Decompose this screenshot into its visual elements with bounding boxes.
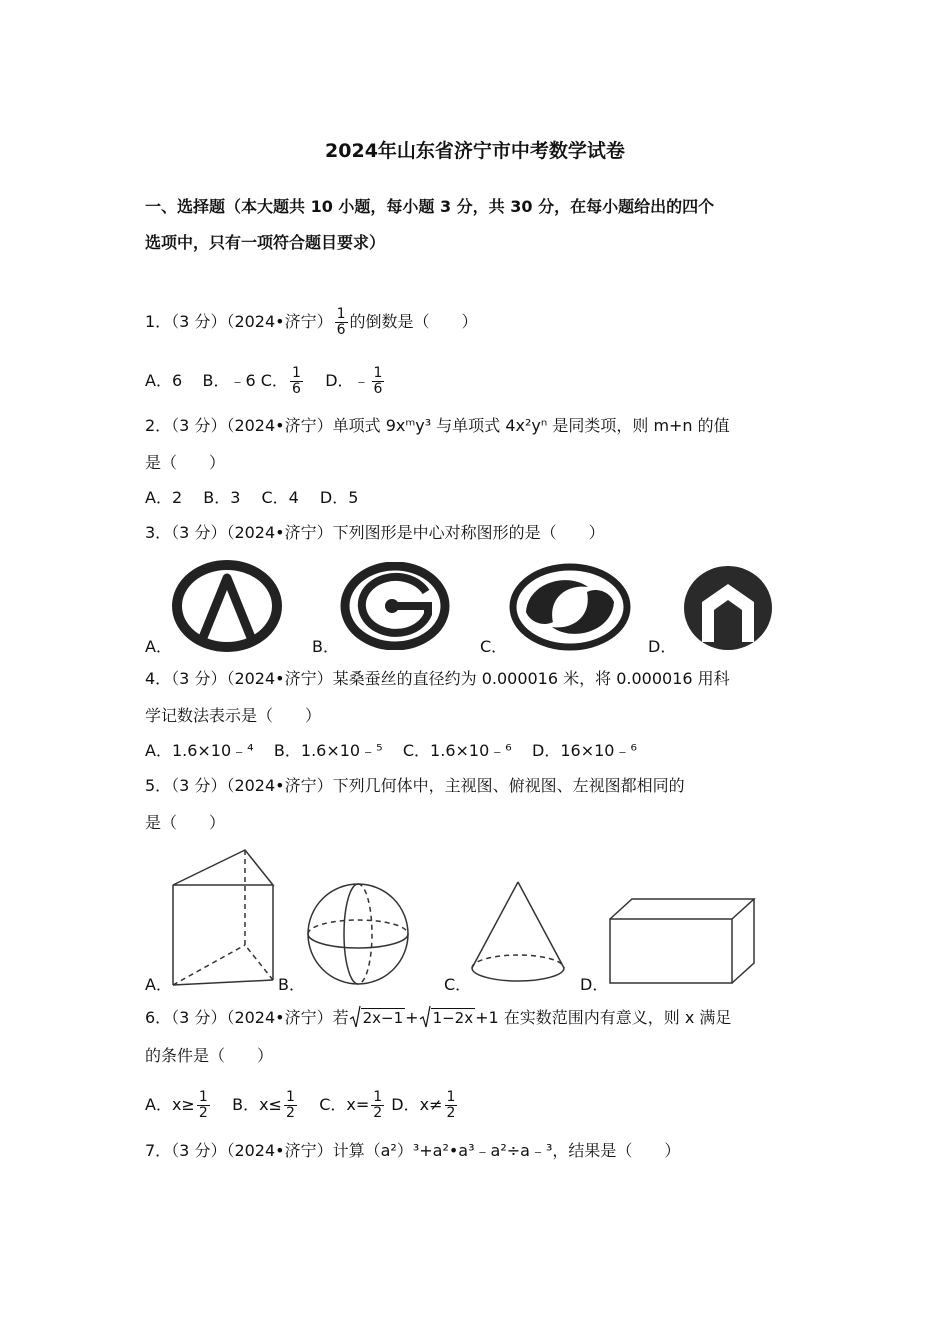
q4-options xyxy=(145,740,637,762)
q1-option-d: D．﹣ xyxy=(325,371,370,390)
q1-option-c: C． xyxy=(260,371,288,390)
q4-line2: 学记数法表示是（ ） xyxy=(145,706,322,725)
q6-suffix: +1 在实数范围内有意义，则 x 满足 xyxy=(475,1008,732,1027)
page-title: 2024年山东省济宁市中考数学试卷 xyxy=(325,140,625,162)
q5-figure-b-sphere xyxy=(302,878,414,990)
q3-line1: 3．（3 分）（2024•济宁）下列图形是中心对称图形的是（ ） xyxy=(145,523,605,542)
q4-option-b: B．1.6×10﹣⁵ xyxy=(273,741,383,760)
q6-options: A．x≥ $\frac{1}{2}$ B．x≤ $\frac{1}{2}$ C．x= $\frac{1}{2}$ D．x≠ $\frac{1}{2}$ xyxy=(145,1089,456,1121)
q7-line1: 7．（3 分）（2024•济宁）计算（a²）³+a²•a³﹣a²÷a﹣³，结果是（ ） xyxy=(145,1141,681,1160)
q5-option-b: B． xyxy=(278,975,305,994)
q1-suffix: 的倒数是（ ） xyxy=(349,312,478,331)
section-heading-line2: 选项中，只有一项符合题目要求） xyxy=(145,233,386,252)
q1-prefix: 1．（3 分）（2024•济宁） xyxy=(145,312,333,331)
q6-radical-1: 2x−1 xyxy=(349,1007,406,1029)
q2-line1: 2．（3 分）（2024•济宁）单项式 9xᵐy³ 与单项式 4x²yⁿ 是同类项，则 m+n 的值 xyxy=(145,416,730,435)
q6-radical-2: 1−2x xyxy=(419,1007,476,1029)
q3-figure-a-logo xyxy=(170,560,285,652)
question-6: 6．（3 分）（2024•济宁）若 2x−1 + 1−2x +1 在实数范围内有意义，则 x 满足 xyxy=(145,1008,732,1027)
q3-figure-c-logo xyxy=(508,562,633,652)
question-1 xyxy=(145,307,478,338)
q6-prefix: 6．（3 分）（2024•济宁）若 xyxy=(145,1008,349,1027)
q1-option-b: B．﹣6 xyxy=(202,371,256,390)
q6-option-d: D．x≠ xyxy=(391,1095,443,1114)
q5-line2: 是（ ） xyxy=(145,813,226,832)
q2-options: A．2 B．3 C．4 D．5 xyxy=(145,488,359,507)
q3-option-a: A． xyxy=(145,637,172,656)
q4-option-a: A．1.6×10﹣⁴ xyxy=(145,741,254,760)
q3-option-d: D． xyxy=(648,637,677,656)
q4-option-d: D．16×10﹣⁶ xyxy=(532,741,637,760)
q1-fraction: $\frac{1}{6}$ xyxy=(336,306,346,338)
q3-option-c: C． xyxy=(480,637,508,656)
q4-line1: 4．（3 分）（2024•济宁）某桑蚕丝的直径约为 0.000016 米，将 0.000016 用科 xyxy=(145,669,730,688)
q6-line2: 的条件是（ ） xyxy=(145,1046,274,1065)
q5-option-a: A． xyxy=(145,975,172,994)
section-heading-line1: 一、选择题（本大题共 10 小题，每小题 3 分，共 30 分，在每小题给出的四个 xyxy=(145,197,715,216)
q3-option-b: B． xyxy=(312,637,339,656)
q3-figure-d-logo xyxy=(678,562,778,654)
q5-figure-c-cone xyxy=(466,878,570,986)
q3-figure-b-logo xyxy=(340,562,450,650)
q4-option-c: C．1.6×10﹣⁶ xyxy=(402,741,512,760)
q1-option-a: A．6 xyxy=(145,371,183,390)
q1-options: A．6 B．﹣6 C． $\frac{1}{6}$ D．﹣ $\frac{1}{6}$ xyxy=(145,365,383,397)
q5-figure-d-cuboid xyxy=(606,895,758,987)
q5-line1: 5．（3 分）（2024•济宁）下列几何体中，主视图、俯视图、左视图都相同的 xyxy=(145,776,685,795)
q6-option-c: C．x= xyxy=(319,1095,370,1114)
q5-option-c: C． xyxy=(444,975,472,994)
q6-option-b: B．x≤ xyxy=(232,1095,282,1114)
q5-option-d: D． xyxy=(580,975,609,994)
q6-option-a: A．x≥ xyxy=(145,1095,195,1114)
q5-figure-a-prism xyxy=(165,845,280,990)
q2-line2: 是（ ） xyxy=(145,453,226,472)
